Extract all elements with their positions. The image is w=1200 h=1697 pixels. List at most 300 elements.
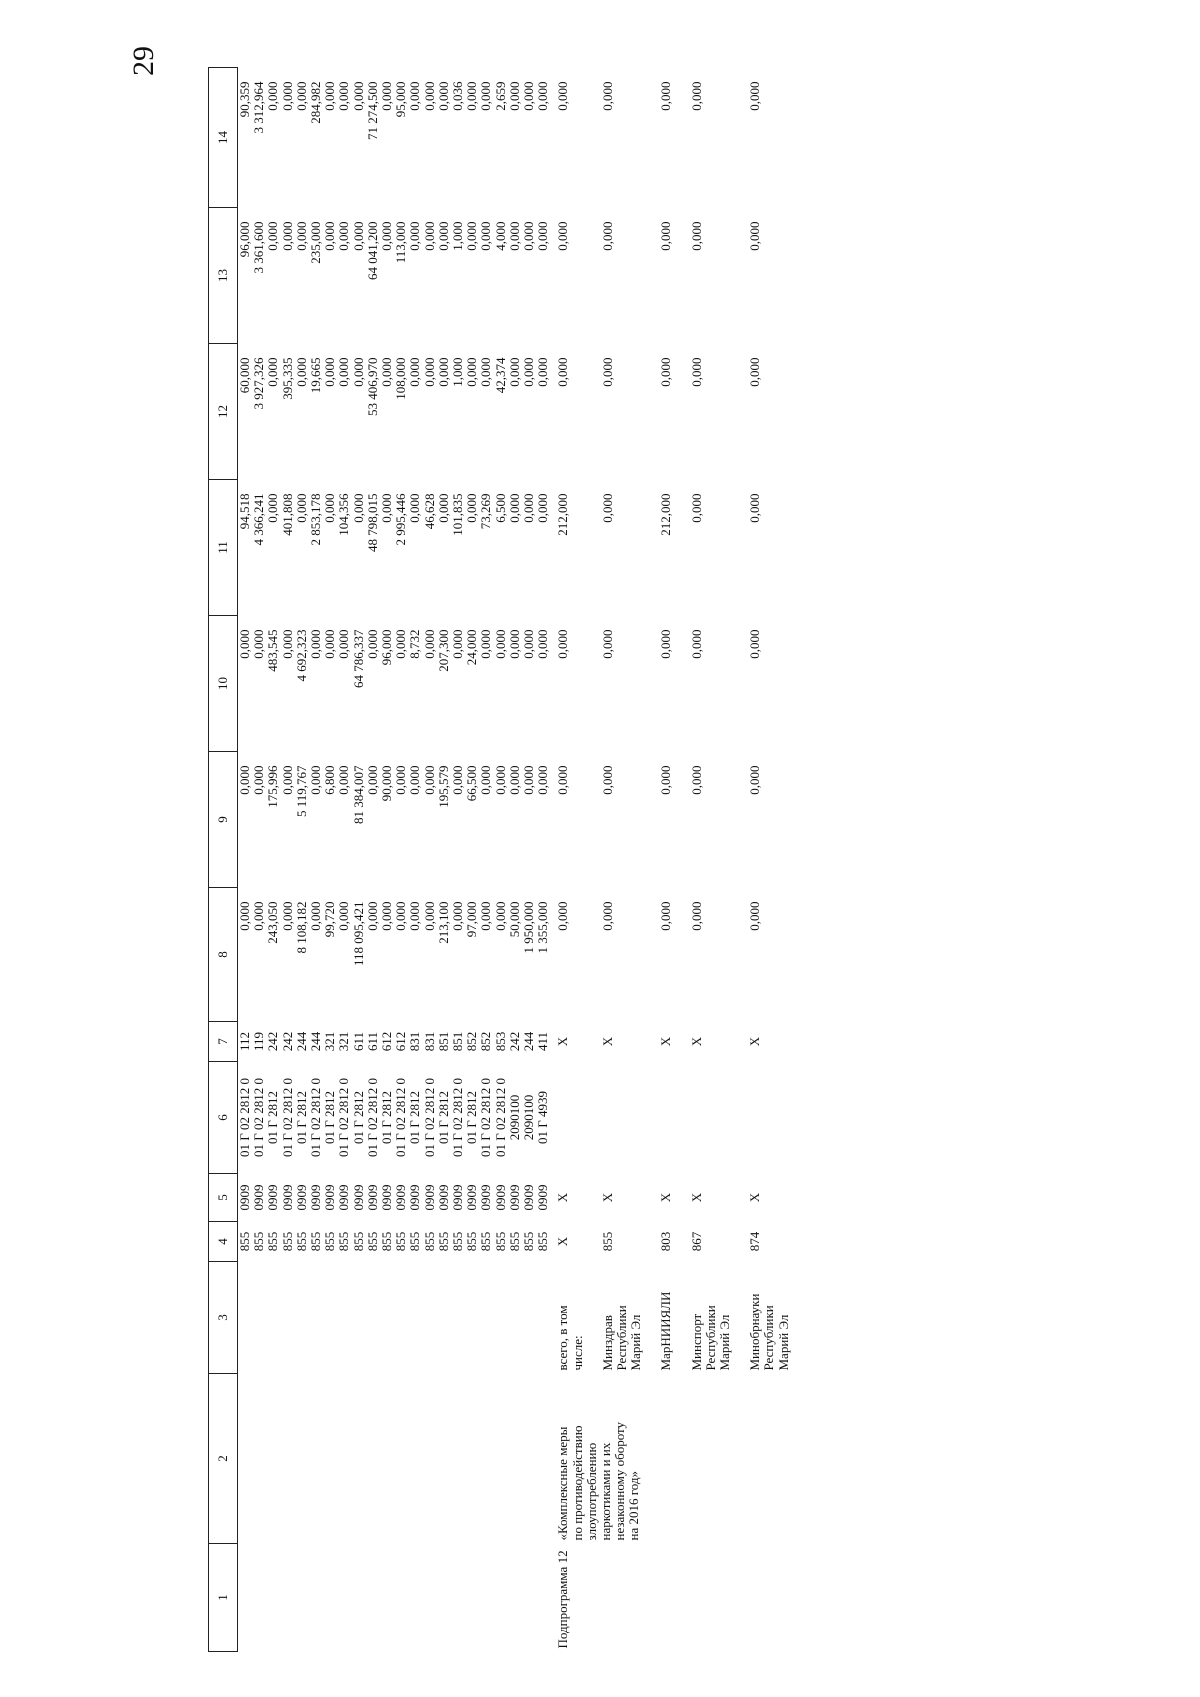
cell-amount: 0,000 [279,765,295,795]
cell-name [394,1374,408,1544]
cell-subprogram [494,1544,508,1652]
cell-name [465,1374,479,1544]
cell-amount: 0,000 [407,765,423,795]
cell-name [522,1374,536,1544]
cell-amount: 0,000 [535,629,551,659]
cell-amount: 0,000 [506,629,522,659]
cell-executor [309,1262,323,1374]
executor-line: Республики [761,1305,777,1371]
cell-amount: 0,000 [435,357,451,387]
cell-grbs: 855 [293,1231,309,1252]
cell-amount: 66,500 [464,765,480,802]
cell-amount: 2 853,178 [308,493,324,546]
cell-amount: 0,000 [478,901,494,931]
cell-csr [732,1062,791,1174]
cell-amount: 0,000 [350,357,366,387]
cell-amount: 0,000 [322,221,338,251]
cell-amount: 0,000 [492,629,508,659]
cell-amount: 0,000 [535,357,551,387]
cell-vr: 112 [237,1031,252,1052]
cell-rzpr: Х [658,1192,674,1203]
cell-csr: 01 Г 2812 [379,1091,395,1145]
cell-grbs: Х [555,1236,571,1247]
cell-amount: 0,000 [450,901,466,931]
cell-amount: 0,000 [555,629,571,659]
cell-vr: 244 [521,1031,537,1052]
cell-amount: 0,000 [350,81,366,111]
cell-vr: 321 [322,1031,338,1052]
cell-vr: 242 [506,1031,522,1052]
cell-amount: 175,996 [265,765,281,808]
cell-amount: 0,000 [464,493,480,523]
cell-executor [380,1262,394,1374]
table-row [238,68,253,1652]
cell-amount: 0,000 [478,357,494,387]
cell-amount: 243,050 [265,901,281,944]
cell-csr: 01 Г 02 2812 0 [450,1078,466,1158]
table-row [309,68,323,1652]
cell-grbs: 867 [688,1231,704,1252]
cell-amount: 395,335 [279,357,295,400]
cell-amount: 0,000 [506,357,522,387]
cell-amount: 483,545 [265,629,281,672]
cell-subprogram [451,1544,465,1652]
column-header: 4 [209,1222,238,1262]
cell-rzpr: 0909 [308,1184,324,1211]
cell-subprogram [437,1544,451,1652]
cell-name [266,1374,280,1544]
column-header: 11 [209,480,238,616]
table-row [266,68,280,1652]
cell-grbs: 855 [322,1231,338,1252]
executor-line: всего, в том [555,1305,571,1371]
cell-amount: 8,732 [407,629,423,659]
cell-name [337,1374,351,1544]
cell-amount: 0,000 [237,629,252,659]
cell-amount: 118 095,421 [350,901,366,967]
cell-csr: 01 Г 02 2812 0 [308,1078,324,1158]
cell-amount: 0,000 [599,765,615,795]
subprogram-name-line: наркотиками и их [598,1442,614,1541]
cell-amount: 0,000 [506,765,522,795]
cell-amount: 0,000 [555,221,571,251]
table-row [394,68,408,1652]
column-header: 10 [209,616,238,752]
cell-amount: 0,000 [464,357,480,387]
table-row [281,68,295,1652]
cell-vr: Х [555,1036,571,1047]
cell-amount: 0,000 [599,221,615,251]
cell-amount: 95,000 [393,81,409,118]
cell-vr: 852 [464,1031,480,1052]
cell-amount: 0,000 [478,765,494,795]
cell-amount: 1 355,000 [535,901,551,954]
cell-amount: 8 108,182 [293,901,309,954]
cell-amount: 0,000 [688,493,704,523]
cell-subprogram [281,1544,295,1652]
table-row [323,68,337,1652]
cell-amount: 0,000 [506,221,522,251]
cell-amount: 0,000 [521,629,537,659]
cell-amount: 235,000 [308,221,324,264]
subprogram-name-line: «Комплексные меры [555,1426,571,1541]
cell-amount: 0,000 [747,629,763,659]
executor-line: Минспорт [688,1313,704,1371]
cell-amount: 0,000 [599,81,615,111]
budget-table [208,67,791,1652]
cell-subprogram [252,1544,266,1652]
cell-amount: 24,000 [464,629,480,666]
cell-name [252,1374,266,1544]
cell-amount: 0,000 [407,221,423,251]
cell-vr: 321 [336,1031,352,1052]
cell-name [309,1374,323,1544]
cell-amount: 19,665 [308,357,324,394]
cell-amount: 0,000 [336,357,352,387]
cell-amount: 212,000 [658,493,674,536]
cell-amount: 1,000 [450,221,466,251]
cell-amount: 64 786,337 [350,629,366,688]
cell-csr: 01 Г 02 2812 0 [237,1078,252,1158]
cell-amount: 60,000 [237,357,252,394]
cell-rzpr: 0909 [492,1184,508,1211]
cell-amount: 0,000 [265,357,281,387]
cell-vr: 851 [450,1031,466,1052]
cell-rzpr: 0909 [251,1184,267,1211]
column-header: 7 [209,1022,238,1062]
cell-vr: 611 [350,1031,366,1052]
cell-amount: 0,000 [350,493,366,523]
cell-amount: 0,000 [435,81,451,111]
cell-vr: Х [688,1036,704,1047]
cell-amount: 0,000 [421,221,437,251]
cell-name [238,1374,253,1544]
cell-amount: 90,000 [379,765,395,802]
cell-rzpr: Х [555,1192,571,1203]
executor-line: Минздрав [599,1315,615,1371]
cell-amount: 5 119,767 [293,765,309,818]
cell-subprogram [536,1544,550,1652]
cell-rzpr: 0909 [237,1184,252,1211]
cell-grbs: 855 [478,1231,494,1252]
cell-grbs: 855 [421,1231,437,1252]
executor-line: Республики [614,1305,630,1371]
cell-subprogram [295,1544,309,1652]
cell-name [437,1374,451,1544]
cell-amount: 0,000 [478,629,494,659]
cell-amount: 0,000 [555,901,571,931]
cell-rzpr: 0909 [336,1184,352,1211]
cell-rzpr: 0909 [279,1184,295,1211]
cell-amount: 0,000 [688,81,704,111]
cell-csr: 01 Г 02 2812 0 [364,1078,380,1158]
cell-amount: 0,000 [421,629,437,659]
cell-amount: 99,720 [322,901,338,938]
cell-amount: 0,000 [688,765,704,795]
cell-amount: 0,000 [322,357,338,387]
cell-rzpr: 0909 [435,1184,451,1211]
cell-vr: 119 [251,1031,267,1052]
cell-vr: 244 [293,1031,309,1052]
cell-amount: 0,000 [747,221,763,251]
cell-amount: 0,000 [421,765,437,795]
cell-executor [252,1262,266,1374]
cell-csr: 01 Г 02 2812 0 [492,1078,508,1158]
column-header: 5 [209,1174,238,1222]
cell-rzpr: Х [688,1192,704,1203]
cell-subprogram [394,1544,408,1652]
cell-grbs: 855 [492,1231,508,1252]
cell-amount: 71 274,500 [364,81,380,140]
cell-rzpr: 0909 [393,1184,409,1211]
cell-amount: 284,982 [308,81,324,124]
cell-grbs: 855 [506,1231,522,1252]
cell-amount: 0,000 [658,221,674,251]
subprogram-name-line: незаконному обороту [612,1421,628,1541]
cell-csr [585,1062,644,1174]
cell-amount: 0,000 [435,493,451,523]
cell-csr: 01 Г 02 2812 0 [336,1078,352,1158]
cell-amount: 0,000 [265,493,281,523]
cell-amount: 0,000 [237,765,252,795]
cell-executor [522,1262,536,1374]
cell-grbs: 855 [279,1231,295,1252]
cell-amount: 0,000 [293,357,309,387]
cell-csr: 01 Г 02 2812 0 [421,1078,437,1158]
subprogram-name-line: по противодействию [569,1425,585,1541]
cell-csr [550,1062,584,1174]
cell-grbs: 855 [599,1231,615,1252]
cell-amount: 0,000 [308,629,324,659]
cell-subprogram [266,1544,280,1652]
cell-amount: 0,000 [279,629,295,659]
cell-vr: 851 [435,1031,451,1052]
cell-executor [352,1262,366,1374]
cell-amount: 401,808 [279,493,295,536]
cell-name [295,1374,309,1544]
table-row [423,68,437,1652]
cell-amount: 0,000 [450,765,466,795]
subprogram-name [550,1374,790,1544]
cell-executor [295,1262,309,1374]
cell-amount: 81 384,007 [350,765,366,824]
cell-amount: 1,000 [450,357,466,387]
cell-executor [479,1262,493,1374]
cell-amount: 0,000 [265,81,281,111]
cell-csr: 01 Г 02 2812 0 [279,1078,295,1158]
cell-rzpr: 0909 [521,1184,537,1211]
cell-amount: 0,000 [506,81,522,111]
cell-executor [366,1262,380,1374]
cell-amount: 0,000 [478,221,494,251]
cell-subprogram [408,1544,422,1652]
cell-amount: 0,000 [293,493,309,523]
cell-vr: 612 [379,1031,395,1052]
cell-rzpr: Х [599,1192,615,1203]
cell-amount: 0,000 [521,765,537,795]
cell-amount: 90,359 [237,81,252,118]
cell-amount: 0,000 [407,81,423,111]
cell-amount: 0,000 [658,901,674,931]
cell-amount: 0,000 [364,765,380,795]
cell-amount: 0,000 [688,221,704,251]
subprogram-label: Подпрограмма 12 [555,1550,571,1649]
executor-line: Марий Эл [716,1314,732,1371]
column-header: 3 [209,1262,238,1374]
cell-executor [437,1262,451,1374]
cell-amount: 73,269 [478,493,494,530]
table-row [295,68,309,1652]
cell-csr: 01 Г 2812 [322,1091,338,1145]
cell-vr: 242 [265,1031,281,1052]
cell-subprogram [352,1544,366,1652]
cell-name [281,1374,295,1544]
cell-amount: 64 041,200 [364,221,380,280]
cell-name [352,1374,366,1544]
cell-csr: 2090100 [521,1094,537,1141]
cell-amount: 0,000 [407,493,423,523]
cell-vr: 411 [535,1031,551,1052]
table-row [252,68,266,1652]
cell-name [479,1374,493,1544]
table-row [352,68,366,1652]
page-number: 29 [127,46,160,76]
cell-amount: 0,000 [322,81,338,111]
cell-csr: 01 Г 02 2812 0 [251,1078,267,1158]
cell-subprogram [479,1544,493,1652]
executor-line: Марий Эл [628,1314,644,1371]
cell-amount: 0,000 [379,221,395,251]
cell-amount: 0,000 [407,357,423,387]
cell-amount: 0,000 [322,629,338,659]
cell-name [380,1374,394,1544]
cell-grbs: 855 [435,1231,451,1252]
table-row [408,68,422,1652]
cell-executor [536,1262,550,1374]
column-header: 13 [209,208,238,344]
cell-name [323,1374,337,1544]
cell-amount: 0,000 [599,629,615,659]
cell-amount: 42,374 [492,357,508,394]
cell-vr: 244 [308,1031,324,1052]
cell-rzpr: 0909 [421,1184,437,1211]
cell-amount: 4 692,323 [293,629,309,682]
cell-amount: 0,000 [279,221,295,251]
column-header: 8 [209,888,238,1022]
cell-amount: 0,000 [279,81,295,111]
cell-amount: 0,000 [251,901,267,931]
cell-amount: 2,659 [492,81,508,111]
cell-subprogram [238,1544,253,1652]
cell-amount: 0,000 [435,221,451,251]
cell-grbs: 874 [747,1231,763,1252]
cell-executor [423,1262,437,1374]
cell-amount: 207,300 [435,629,451,672]
cell-amount: 0,000 [658,629,674,659]
cell-amount: 0,000 [464,221,480,251]
cell-amount: 0,000 [747,81,763,111]
column-header: 6 [209,1062,238,1174]
table-row [508,68,522,1652]
table-row [522,68,536,1652]
cell-vr: 611 [364,1031,380,1052]
rotated-table-container [208,68,1052,1652]
cell-amount: 108,000 [393,357,409,400]
cell-amount: 0,000 [555,81,571,111]
cell-name [451,1374,465,1544]
cell-amount: 0,000 [521,221,537,251]
cell-amount: 0,000 [379,357,395,387]
cell-subprogram [508,1544,522,1652]
cell-executor [394,1262,408,1374]
cell-grbs: 855 [464,1231,480,1252]
cell-amount: 0,000 [747,765,763,795]
cell-grbs: 855 [251,1231,267,1252]
cell-grbs: 803 [658,1231,674,1252]
cell-amount: 0,000 [421,81,437,111]
cell-rzpr: 0909 [265,1184,281,1211]
cell-amount: 0,000 [336,81,352,111]
cell-amount: 0,000 [535,221,551,251]
column-numbers-row [209,68,238,1652]
cell-grbs: 855 [407,1231,423,1252]
cell-executor [465,1262,479,1374]
table-row [437,68,451,1652]
cell-rzpr: Х [747,1192,763,1203]
cell-amount: 6,800 [322,765,338,795]
cell-grbs: 855 [450,1231,466,1252]
table-row [366,68,380,1652]
subprogram-name-line: злоупотреблению [583,1442,599,1541]
cell-amount: 0,000 [688,901,704,931]
cell-vr: 852 [478,1031,494,1052]
cell-amount: 0,000 [393,901,409,931]
cell-vr: 831 [421,1031,437,1052]
table-row [494,68,508,1652]
cell-csr: 01 Г 2812 [407,1091,423,1145]
cell-executor [550,1262,584,1374]
cell-amount: 0,000 [747,493,763,523]
cell-amount: 0,000 [364,629,380,659]
cell-grbs: 855 [393,1231,409,1252]
cell-amount: 212,000 [555,493,571,536]
cell-grbs: 855 [237,1231,252,1252]
cell-amount: 0,000 [492,765,508,795]
cell-subprogram [337,1544,351,1652]
cell-amount: 213,100 [435,901,451,944]
subprogram-name-line: на 2016 год» [626,1471,642,1541]
cell-amount: 3 312,964 [251,81,267,134]
cell-amount: 94,518 [237,493,252,530]
cell-amount: 0,000 [393,765,409,795]
cell-amount: 0,000 [521,357,537,387]
executor-line: Республики [702,1305,718,1371]
cell-amount: 0,000 [464,81,480,111]
cell-executor [337,1262,351,1374]
cell-amount: 0,000 [251,629,267,659]
table-body [238,68,791,1652]
cell-csr: 01 Г 2812 [293,1091,309,1145]
cell-vr: 242 [279,1031,295,1052]
table-row [550,68,584,1652]
cell-grbs: 855 [364,1231,380,1252]
cell-amount: 0,000 [535,765,551,795]
cell-csr: 01 Г 02 2812 0 [478,1078,494,1158]
cell-amount: 0,000 [506,493,522,523]
cell-amount: 0,000 [350,221,366,251]
cell-amount: 0,000 [747,901,763,931]
cell-subprogram [522,1544,536,1652]
